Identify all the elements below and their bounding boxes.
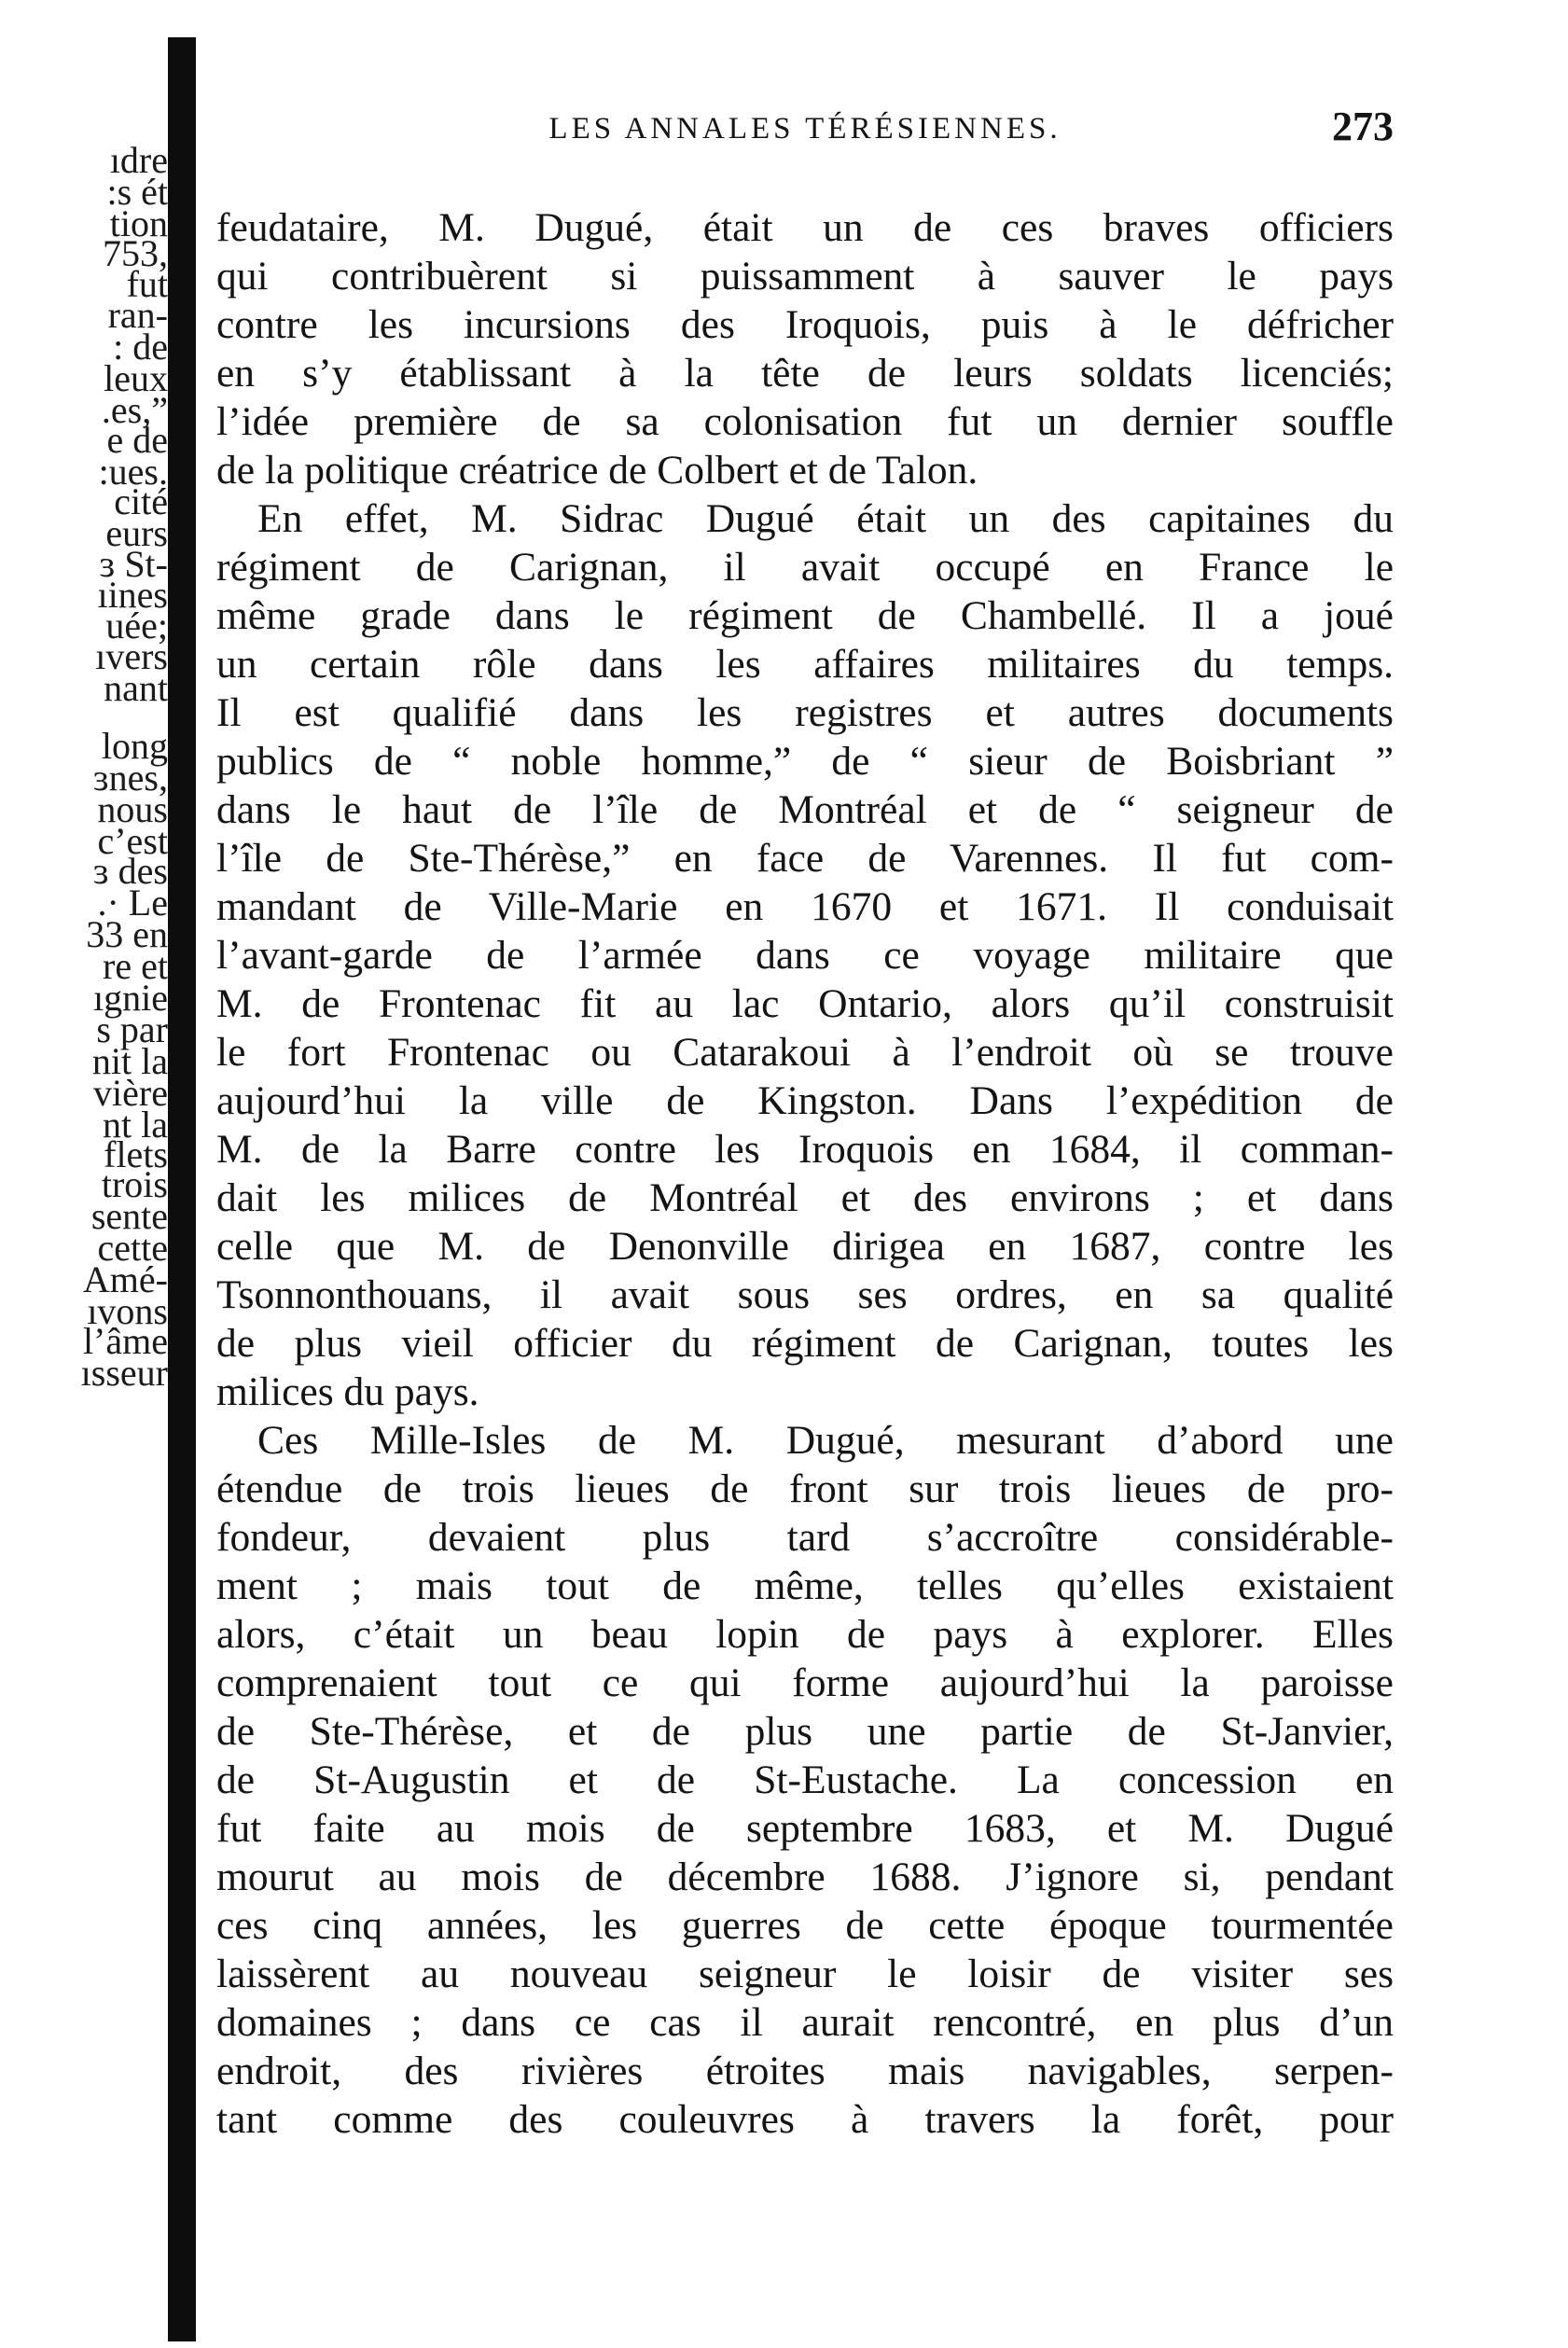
text-line: Tsonnonthouans, il avait sous ses ordres, en sa qualité bbox=[216, 1272, 1394, 1317]
margin-fragment: ısseur bbox=[80, 1352, 168, 1394]
text-line: laissèrent au nouveau seigneur le loisir de visiter ses bbox=[216, 1952, 1394, 1996]
text-line: ces cinq années, les guerres de cette époque tourmentée bbox=[216, 1903, 1394, 1948]
text-line: ment ; mais tout de même, telles qu’elles existaient bbox=[216, 1563, 1394, 1608]
margin-fragment: ɜ des bbox=[92, 850, 168, 892]
text-line: comprenaient tout ce qui forme aujourd’hui la paroisse bbox=[216, 1660, 1394, 1705]
text-line: endroit, des rivières étroites mais navigables, serpen- bbox=[216, 2049, 1394, 2093]
text-line: l’idée première de sa colonisation fut un dernier souffle bbox=[216, 399, 1394, 444]
margin-fragment: flets bbox=[104, 1133, 168, 1175]
margin-fragment: 33 en bbox=[86, 913, 168, 955]
text-line: En effet, M. Sidrac Dugué était un des capitaines du bbox=[257, 496, 1394, 541]
margin-fragment: ıvers bbox=[95, 635, 168, 677]
margin-fragment: ıvons bbox=[87, 1290, 168, 1332]
text-line: dans le haut de l’île de Montréal et de “ seigneur de bbox=[216, 787, 1394, 832]
book-page bbox=[216, 103, 1394, 2144]
margin-fragment: :s ét bbox=[106, 171, 168, 213]
text-line: fut faite au mois de septembre 1683, et M. Dugué bbox=[216, 1806, 1394, 1851]
text-line: domaines ; dans ce cas il aurait rencontré, en plus d’un bbox=[216, 2000, 1394, 2045]
text-line: qui contribuèrent si puissamment à sauver le pays bbox=[216, 254, 1394, 299]
text-line: étendue de trois lieues de front sur trois lieues de pro- bbox=[216, 1466, 1394, 1511]
text-line: M. de la Barre contre les Iroquois en 1684, il comman- bbox=[216, 1127, 1394, 1172]
margin-fragment: sente bbox=[90, 1195, 168, 1237]
margin-fragment: : de bbox=[113, 326, 168, 368]
margin-fragment: :ues. bbox=[98, 451, 168, 493]
margin-fragment: long bbox=[101, 725, 168, 767]
margin-fragment: tion bbox=[109, 202, 168, 244]
binding-gutter-shadow bbox=[168, 37, 196, 2341]
running-head bbox=[216, 103, 1394, 168]
text-line: mandant de Ville-Marie en 1670 et 1671. Il conduisait bbox=[216, 884, 1394, 929]
adjacent-page-fragments bbox=[0, 0, 187, 2348]
text-line: l’avant-garde de l’armée dans ce voyage militaire que bbox=[216, 933, 1394, 978]
margin-fragment: .· Le bbox=[97, 882, 168, 924]
text-line: en s’y établissant à la tête de leurs soldats licenciés; bbox=[216, 351, 1394, 396]
text-line: celle que M. de Denonville dirigea en 1687, contre les bbox=[216, 1224, 1394, 1269]
text-line: régiment de Carignan, il avait occupé en France le bbox=[216, 545, 1394, 590]
page-number: 273 bbox=[1332, 104, 1394, 149]
text-line: milices du pays. bbox=[216, 1369, 479, 1414]
text-line: contre les incursions des Iroquois, puis à le défricher bbox=[216, 302, 1394, 347]
margin-fragment: fut bbox=[126, 263, 168, 305]
margin-fragment: uée; bbox=[105, 604, 168, 646]
text-line: de la politique créatrice de Colbert et de Talon. bbox=[216, 448, 978, 493]
text-line: fondeur, devaient plus tard s’accroître considérable- bbox=[216, 1515, 1394, 1560]
text-line: l’île de Ste-Thérèse,” en face de Varennes. Il fut com- bbox=[216, 836, 1394, 881]
margin-fragment: c’est bbox=[97, 820, 168, 862]
margin-fragment: re et bbox=[103, 945, 168, 987]
margin-fragment: cette bbox=[97, 1227, 168, 1269]
margin-fragment: nt la bbox=[103, 1104, 168, 1146]
margin-fragment: e de bbox=[106, 419, 168, 461]
text-line: même grade dans le régiment de Chambellé. Il a joué bbox=[216, 593, 1394, 638]
margin-fragment: nant bbox=[104, 667, 168, 709]
margin-fragment: Amé- bbox=[82, 1258, 168, 1300]
margin-fragment: nit la bbox=[91, 1040, 168, 1082]
body-text bbox=[216, 203, 1394, 2144]
text-line: le fort Frontenac ou Catarakoui à l’endroit où se trouve bbox=[216, 1030, 1394, 1075]
margin-fragment: cité bbox=[114, 480, 168, 522]
margin-fragment: s par bbox=[96, 1008, 168, 1050]
margin-fragment: ɜnes, bbox=[92, 757, 168, 799]
margin-fragment: eurs bbox=[105, 512, 168, 554]
text-line: Il est qualifié dans les registres et autres documents bbox=[216, 690, 1394, 735]
text-line: Ces Mille-Isles de M. Dugué, mesurant d’abord une bbox=[257, 1418, 1394, 1463]
margin-fragment: ɜ St- bbox=[99, 543, 168, 585]
margin-fragment: ıgnie bbox=[93, 977, 168, 1019]
text-line: publics de “ noble homme,” de “ sieur de Boisbriant ” bbox=[216, 739, 1394, 784]
text-line: de plus vieil officier du régiment de Carignan, toutes les bbox=[216, 1321, 1394, 1366]
text-line: feudataire, M. Dugué, était un de ces braves officiers bbox=[216, 205, 1394, 250]
running-title: LES ANNALES TÉRÉSIENNES. bbox=[548, 112, 1062, 146]
text-line: M. de Frontenac fit au lac Ontario, alors qu’il construisit bbox=[216, 981, 1394, 1026]
text-line: dait les milices de Montréal et des environs ; et dans bbox=[216, 1175, 1394, 1220]
text-line: un certain rôle dans les affaires militaires du temps. bbox=[216, 642, 1394, 687]
margin-fragment: trois bbox=[101, 1163, 168, 1205]
text-line: alors, c’était un beau lopin de pays à explorer. Elles bbox=[216, 1612, 1394, 1657]
text-line: de St-Augustin et de St-Eustache. La concession en bbox=[216, 1758, 1394, 1802]
text-line: mourut au mois de décembre 1688. J’ignore si, pendant bbox=[216, 1855, 1394, 1899]
margin-fragment: ıines bbox=[97, 574, 168, 616]
margin-fragment: 753, bbox=[103, 232, 168, 274]
margin-fragment: ran- bbox=[107, 294, 168, 336]
text-line: tant comme des couleuvres à travers la forêt, pour bbox=[216, 2097, 1394, 2142]
margin-fragment: vière bbox=[93, 1072, 168, 1114]
margin-fragment: l’âme bbox=[82, 1320, 168, 1362]
margin-fragment: leux bbox=[104, 357, 168, 399]
margin-fragment: ıdre bbox=[109, 139, 168, 181]
margin-fragment: nous bbox=[97, 788, 168, 830]
margin-fragment: .es,” bbox=[101, 389, 168, 431]
text-line: aujourd’hui la ville de Kingston. Dans l’expédition de bbox=[216, 1078, 1394, 1123]
text-line: de Ste-Thérèse, et de plus une partie de St-Janvier, bbox=[216, 1709, 1394, 1754]
